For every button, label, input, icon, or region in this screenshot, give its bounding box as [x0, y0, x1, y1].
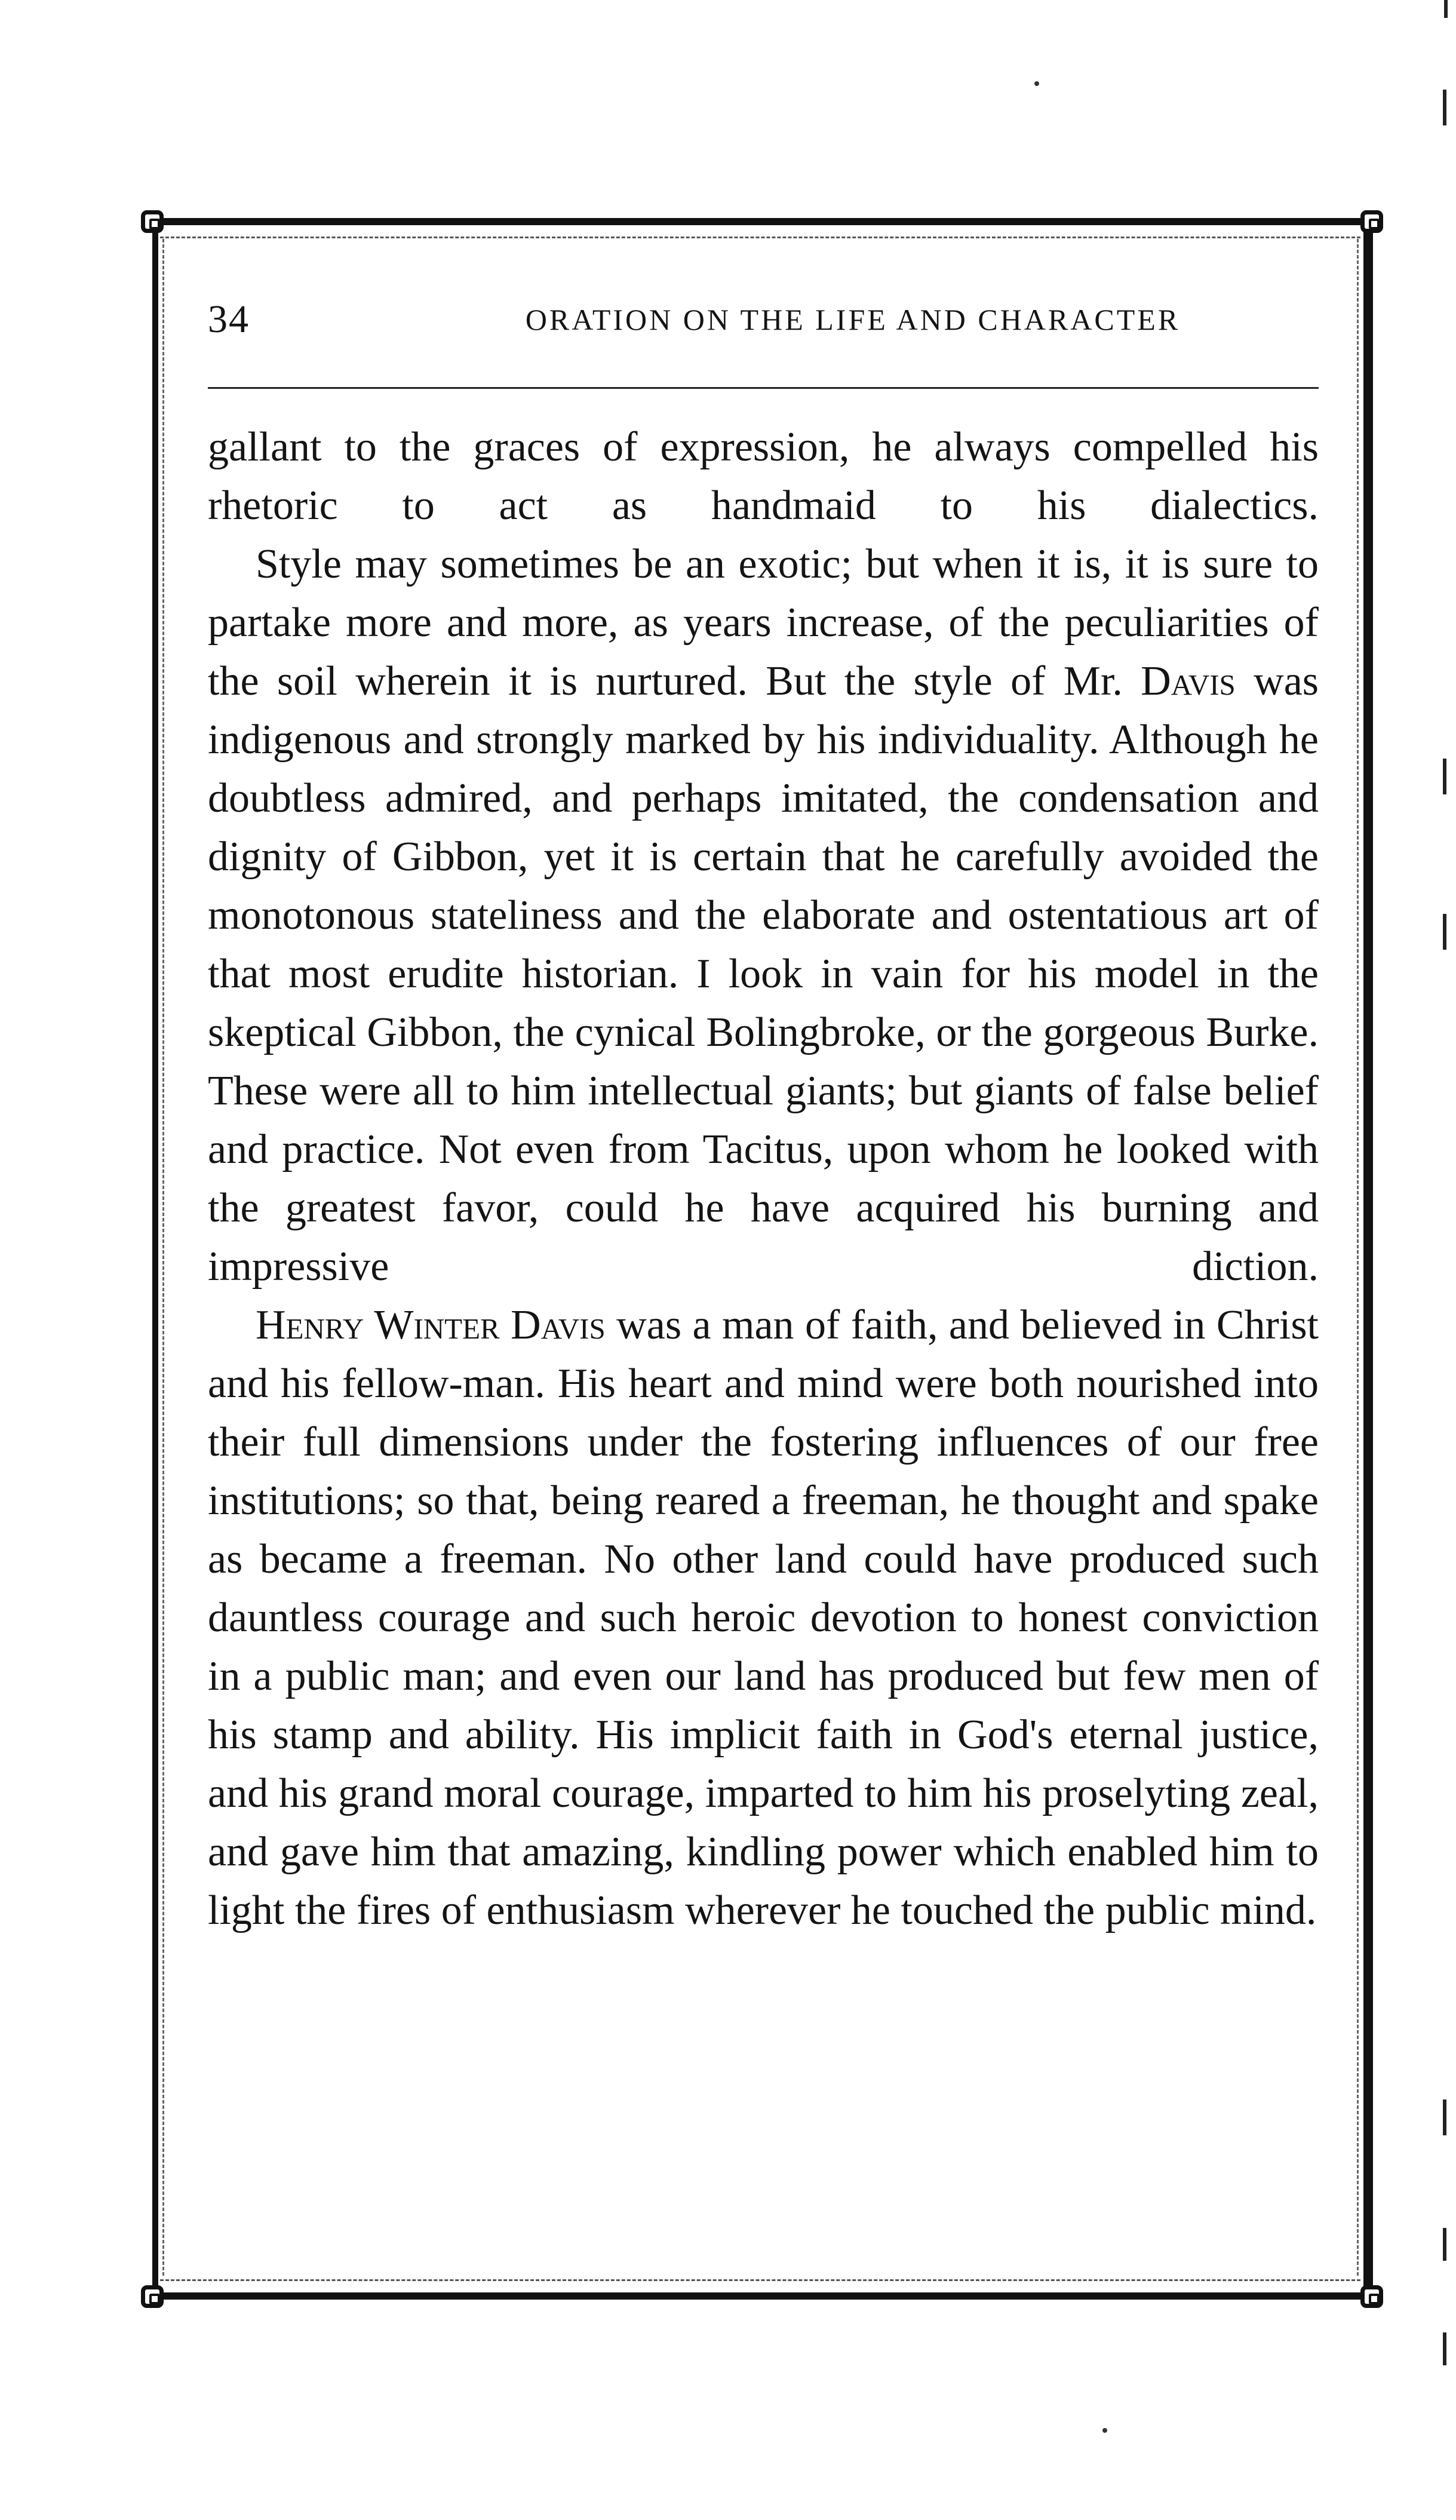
- paragraph-2-name-davis: Davis: [1141, 658, 1236, 704]
- scan-dust-speck: [1034, 81, 1039, 86]
- frame-right-border: [1363, 224, 1373, 2297]
- page-number: 34: [208, 297, 250, 341]
- paragraph-2-text-a: Style may sometimes be an exotic; but when it is, it is sure to partake more and more, as years increase, of the peculiarities of the soil wherein it is nurtured. But the style of Mr.: [208, 541, 1319, 704]
- paragraph-2: [208, 535, 1319, 1296]
- header-rule: [208, 387, 1319, 389]
- paragraph-2-text-b: was indigenous and strongly marked by his individuality. Although he doubtless admired, and perhaps imitated, the condensation and dignity of Gibbon, yet it is certain that he carefully avoided the monotonous stateliness and the elaborate and ostentatious art of that most erudite historian. I look in vain for his model in the skeptical Gibbon, the cynical Bolingbroke, or the gorgeous Burke. These were all to him intellectual giants; but giants of false belief and practice. Not even from Tacitus, upon whom he looked with the greatest favor, could he have acquired his burning and impressive diction.: [208, 658, 1319, 1290]
- scan-edge-mark: [1443, 2100, 1446, 2135]
- scan-edge-mark: [1443, 90, 1446, 125]
- frame-left-border: [152, 224, 158, 2297]
- frame-top-border: [149, 218, 1374, 225]
- frame-right-dashed-rule: [1357, 239, 1359, 2276]
- running-header: [208, 293, 1319, 346]
- frame-corner-ornament-icon: [1360, 2285, 1383, 2308]
- scan-edge-mark: [1443, 2332, 1446, 2365]
- scan-edge-mark: [1443, 2228, 1446, 2261]
- paragraph-1: gallant to the graces of expression, he always compelled his rhetoric to act as handmaid to his dialectics.: [208, 424, 1319, 529]
- scan-edge-mark: [1443, 759, 1446, 794]
- paragraph-3-name-henry-winter-davis: Henry Winter Davis: [256, 1302, 606, 1348]
- frame-left-dashed-rule: [162, 239, 164, 2276]
- frame-corner-ornament-icon: [141, 210, 164, 233]
- body-text: [208, 418, 1319, 1940]
- paragraph-3-text: was a man of faith, and believed in Christ and his fellow-man. His heart and mind were both nourished into their full dimensions under the fostering influences of our free institutions; so that, being reared a freeman, he thought and spake as became a freeman. No other land could have produced such dauntless courage and such heroic devotion to honest conviction in a public man; and even our land has produced but few men of his stamp and ability. His implicit faith in God's eternal justice, and his grand moral courage, imparted to him his proselyting zeal, and gave him that amazing, kindling power which enabled him to light the fires of enthusiasm wherever he touched the public mind.: [208, 1302, 1319, 1933]
- scan-dust-speck: [1102, 2428, 1107, 2433]
- frame-bottom-dashed-rule: [160, 2279, 1360, 2281]
- running-head-title: ORATION ON THE LIFE AND CHARACTER: [525, 303, 1181, 336]
- frame-corner-ornament-icon: [1360, 210, 1383, 233]
- frame-bottom-border: [149, 2292, 1374, 2300]
- scan-edge-mark: [1444, 0, 1448, 18]
- frame-top-dashed-rule: [160, 237, 1360, 238]
- frame-corner-ornament-icon: [141, 2285, 164, 2308]
- scan-edge-mark: [1443, 914, 1446, 950]
- paragraph-3: [208, 1296, 1319, 1940]
